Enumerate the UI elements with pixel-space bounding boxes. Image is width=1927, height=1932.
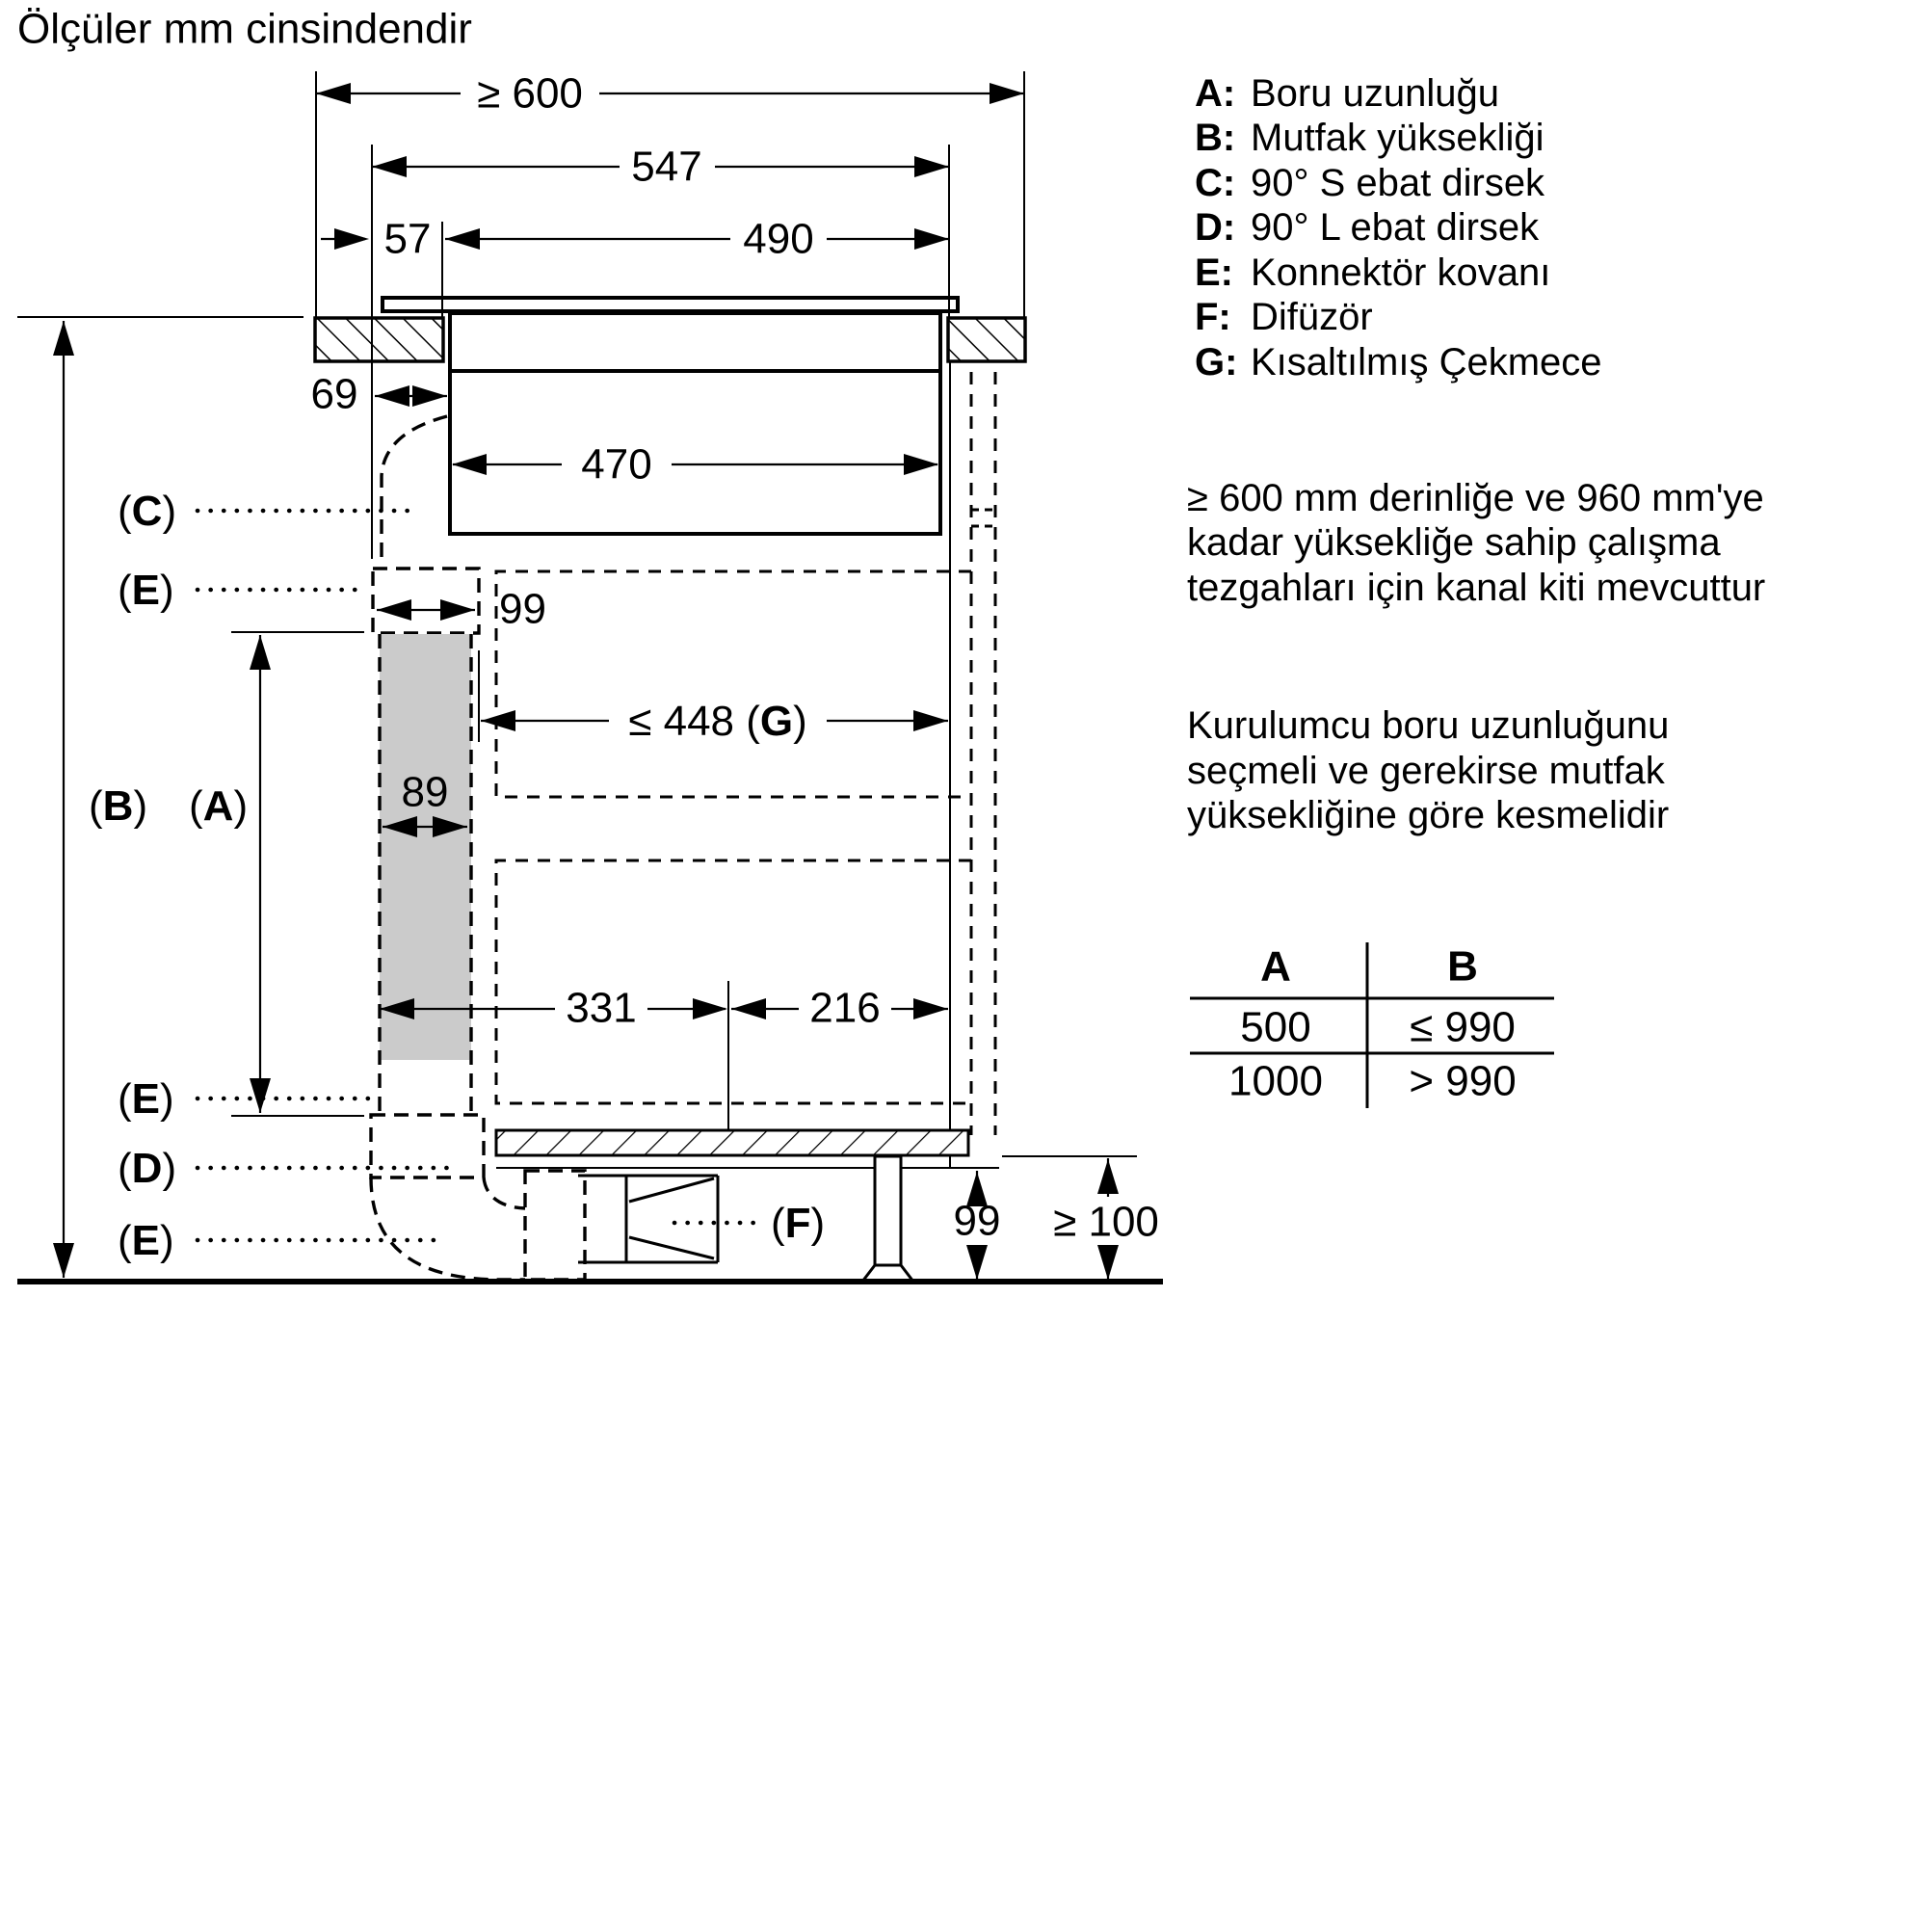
table-header-B: B bbox=[1447, 942, 1478, 991]
note2-line1: Kurulumcu boru uzunluğunu bbox=[1187, 704, 1670, 747]
legend-text-D: 90° L ebat dirsek bbox=[1251, 206, 1540, 249]
duct-pipe bbox=[380, 634, 471, 1060]
note1-line3: tezgahları için kanal kiti mevcuttur bbox=[1187, 567, 1766, 609]
dim-448-value: ≤ 448 (G) bbox=[628, 697, 807, 745]
worktop-right-hatch bbox=[948, 318, 1025, 361]
legend-key-G: G: bbox=[1195, 341, 1238, 384]
dim-490-value: 490 bbox=[743, 215, 814, 263]
legend-key-D: D: bbox=[1195, 206, 1236, 249]
hob-top-plate bbox=[383, 298, 958, 311]
dim-470-value: 470 bbox=[581, 440, 652, 489]
dim-99-sleeve-value: 99 bbox=[499, 585, 546, 633]
dim-57-value: 57 bbox=[383, 215, 432, 263]
table-cell-A1: 500 bbox=[1240, 1003, 1311, 1051]
note2-line2: seçmeli ve gerekirse mutfak bbox=[1187, 750, 1665, 792]
legend-text-E: Konnektör kovanı bbox=[1251, 251, 1551, 294]
dim-100-value: ≥ 100 bbox=[1053, 1198, 1159, 1246]
legend-text-C: 90° S ebat dirsek bbox=[1251, 162, 1545, 204]
table-header-A: A bbox=[1260, 942, 1291, 991]
worktop-left-hatch bbox=[315, 318, 443, 361]
dim-331-value: 331 bbox=[566, 984, 637, 1032]
label-E-middle: (E) bbox=[118, 1074, 174, 1123]
dim-99-plinth-value: 99 bbox=[953, 1197, 1001, 1245]
legend-text-F: Difüzör bbox=[1251, 296, 1373, 338]
label-D: (D) bbox=[118, 1144, 177, 1192]
label-A: (A) bbox=[189, 781, 249, 830]
legend-key-B: B: bbox=[1195, 117, 1236, 159]
label-E-bottom: (E) bbox=[118, 1216, 174, 1264]
connector-sleeve-bottom bbox=[371, 1115, 484, 1178]
table-cell-B1: ≤ 990 bbox=[1410, 1003, 1516, 1051]
label-B: (B) bbox=[89, 781, 148, 830]
connector-sleeve-top bbox=[373, 569, 479, 633]
legend-key-E: E: bbox=[1195, 251, 1233, 294]
note2-line3: yüksekliğine göre kesmelidir bbox=[1187, 794, 1670, 836]
dim-216-value: 216 bbox=[809, 984, 881, 1032]
hob-unit bbox=[383, 298, 958, 534]
legend-key-C: C: bbox=[1195, 162, 1236, 204]
cabinet-bottom-board bbox=[496, 1130, 968, 1155]
legend-key-A: A: bbox=[1195, 72, 1236, 115]
dim-547-value: 547 bbox=[631, 143, 702, 191]
legend-key-F: F: bbox=[1195, 296, 1231, 338]
table-cell-A2: 1000 bbox=[1228, 1057, 1323, 1105]
note1-line2: kadar yüksekliğe sahip çalışma bbox=[1187, 521, 1721, 564]
hob-body bbox=[450, 313, 940, 534]
legend-text-B: Mutfak yüksekliği bbox=[1251, 117, 1544, 159]
note-installer bbox=[1187, 704, 1669, 836]
leg-shaft bbox=[875, 1156, 901, 1265]
note-duct-kit bbox=[1187, 477, 1765, 609]
dim-89-value: 89 bbox=[401, 768, 449, 816]
legend-text-A: Boru uzunluğu bbox=[1251, 72, 1499, 115]
dim-69-value: 69 bbox=[310, 370, 358, 418]
label-E-top: (E) bbox=[118, 566, 174, 614]
legend-text-G: Kısaltılmış Çekmece bbox=[1251, 341, 1602, 384]
note1-line1: ≥ 600 mm derinliğe ve 960 mm'ye bbox=[1187, 477, 1764, 519]
dim-depth-value: ≥ 600 bbox=[477, 69, 583, 118]
page-title: Ölçüler mm cinsindendir bbox=[17, 5, 472, 53]
table-cell-B2: > 990 bbox=[1409, 1057, 1517, 1105]
label-C: (C) bbox=[118, 487, 177, 535]
label-F: (F) bbox=[771, 1199, 826, 1247]
